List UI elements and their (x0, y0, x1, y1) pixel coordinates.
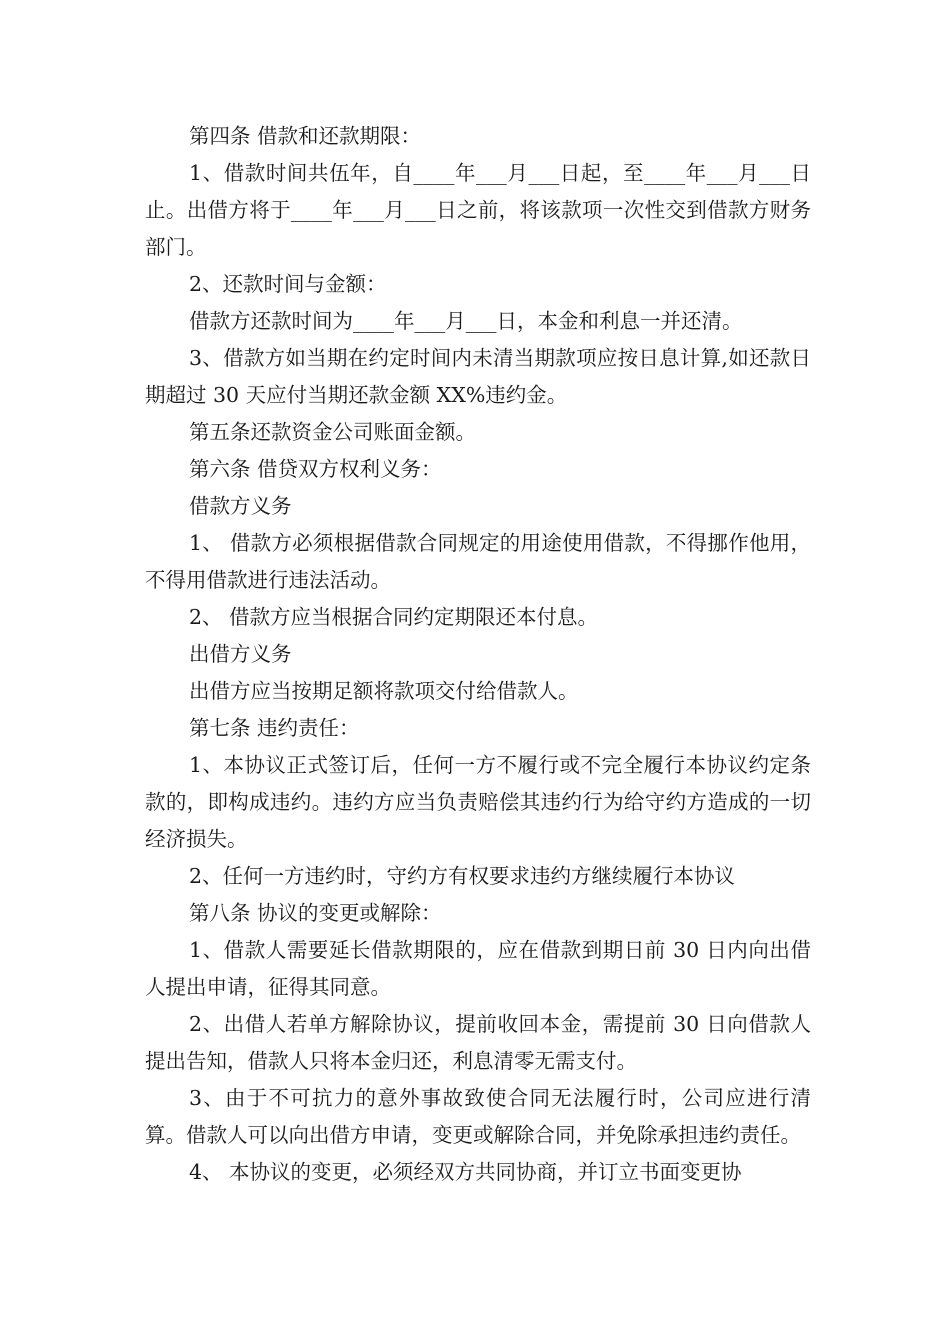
borrower-obligations-heading: 借款方义务 (189, 494, 292, 518)
article-4-clause-2-text: 借款方还款时间为____年___月___日，本金和利息一并还清。 (189, 309, 743, 333)
lender-obligation-text: 出借方应当按期足额将款项交付给借款人。 (189, 679, 579, 703)
document-body (145, 118, 811, 1191)
article-4-clause-1: 1、借款时间共伍年，自____年___月___日起，至____年___月___日止。出借方将于____年___月___日之前，将该款项一次性交到借款方财务部门。 (145, 161, 811, 259)
article-5: 第五条还款资金公司账面金额。 (189, 420, 476, 444)
article-7-clause-2: 2、任何一方违约时，守约方有权要求违约方继续履行本协议 (189, 864, 736, 888)
lender-obligations-heading: 出借方义务 (189, 642, 292, 666)
article-4-heading: 第四条 借款和还款期限： (189, 124, 422, 148)
borrower-obligation-1: 1、 借款方必须根据借款合同规定的用途使用借款，不得挪作他用，不得用借款进行违法活动。 (145, 531, 811, 592)
article-8-heading: 第八条 协议的变更或解除： (189, 901, 442, 925)
article-4-clause-2: 2、还款时间与金额： (189, 272, 387, 296)
article-4-clause-3: 3、借款方如当期在约定时间内未清当期款项应按日息计算,如还款日期超过 30 天应付当期还款金额 XX%违约金。 (145, 346, 811, 407)
article-8-clause-2: 2、出借人若单方解除协议，提前收回本金，需提前 30 日向借款人提出告知，借款人只将本金归还，利息清零无需支付。 (145, 1012, 811, 1073)
article-7-clause-1: 1、本协议正式签订后，任何一方不履行或不完全履行本协议约定条款的，即构成违约。违约方应当负责赔偿其违约行为给守约方造成的一切经济损失。 (145, 753, 811, 851)
article-8-clause-3: 3、由于不可抗力的意外事故致使合同无法履行时，公司应进行清算。借款人可以向出借方申请，变更或解除合同，并免除承担违约责任。 (145, 1086, 811, 1147)
article-6-heading: 第六条 借贷双方权利义务： (189, 457, 442, 481)
article-7-heading: 第七条 违约责任： (189, 716, 360, 740)
article-8-clause-1: 1、借款人需要延长借款期限的，应在借款到期日前 30 日内向出借人提出申请，征得其同意。 (145, 938, 811, 999)
article-8-clause-4: 4、 本协议的变更，必须经双方共同协商，并订立书面变更协 (189, 1160, 742, 1184)
borrower-obligation-2: 2、 借款方应当根据合同约定期限还本付息。 (189, 605, 599, 629)
